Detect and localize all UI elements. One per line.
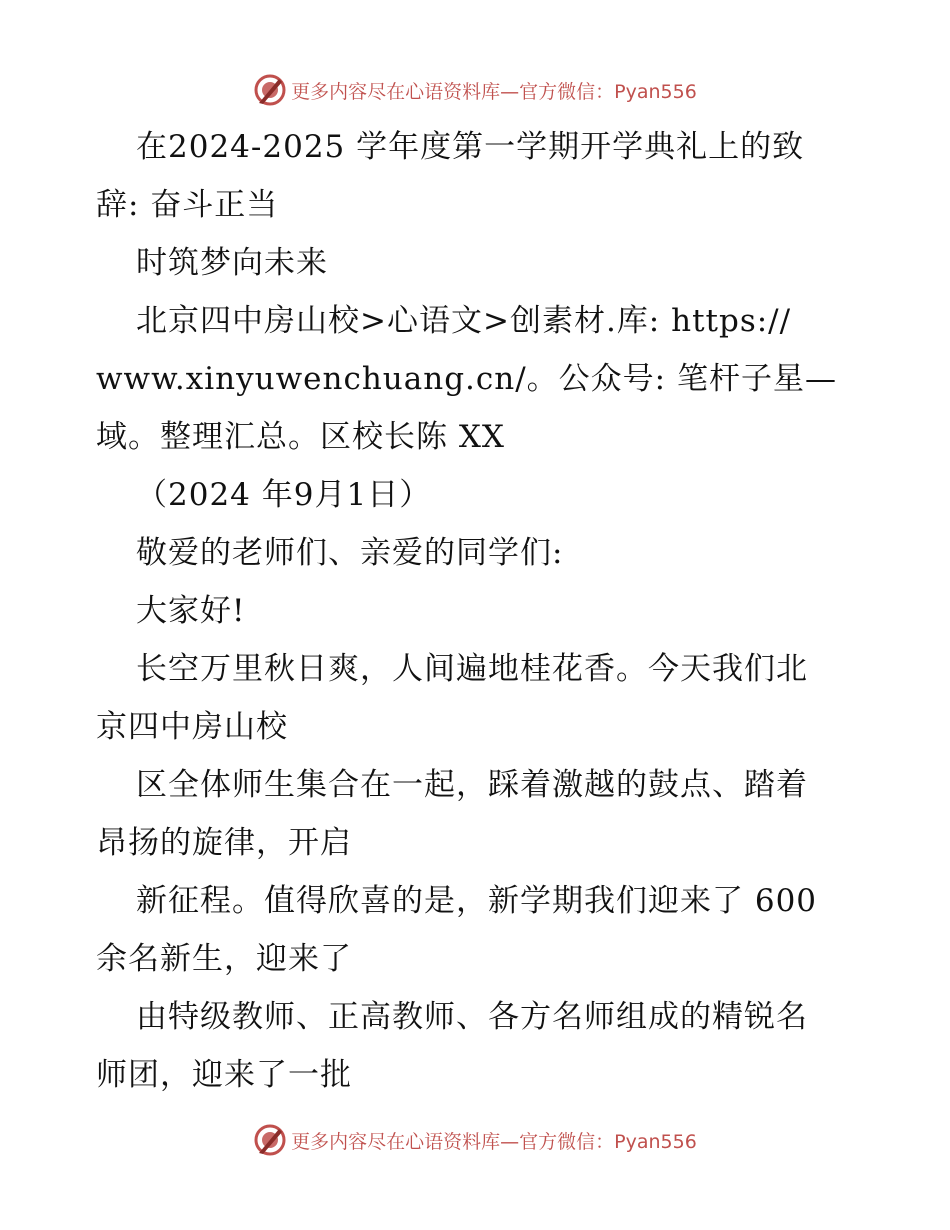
text-line: 师团，迎来了一批 (96, 1057, 352, 1093)
text-line: 京四中房山校 (96, 709, 288, 745)
text-line: 敬爱的老师们、亲爱的同学们: (136, 535, 564, 571)
footer-banner-text: 更多内容尽在心语资料库—官方微信：Pyan556 (291, 1130, 697, 1153)
text-line: 时筑梦向未来 (136, 245, 328, 281)
quill-pen-logo-icon (253, 73, 287, 107)
text-line: 在2024-2025 学年度第一学期开学典礼上的致 (136, 129, 805, 165)
text-line: 昂扬的旋律，开启 (96, 825, 352, 861)
text-line: 由特级教师、正高教师、各方名师组成的精锐名 (136, 999, 808, 1035)
text-line: 区全体师生集合在一起，踩着激越的鼓点、踏着 (136, 767, 808, 803)
text-line: www.xinyuwenchuang.cn/。公众号: 笔杆子星— (96, 361, 837, 397)
document-body (96, 118, 856, 1104)
text-line: （2024 年9月1日） (136, 477, 432, 513)
text-line: 新征程。值得欣喜的是，新学期我们迎来了 600 (136, 883, 818, 919)
text-line: 余名新生，迎来了 (96, 941, 352, 977)
quill-pen-logo-icon (253, 1123, 287, 1157)
header-banner-text: 更多内容尽在心语资料库—官方微信：Pyan556 (291, 80, 697, 103)
text-line: 域。整理汇总。区校长陈 XX (96, 419, 505, 455)
text-line: 长空万里秋日爽，人间遍地桂花香。今天我们北 (136, 651, 808, 687)
text-line: 大家好! (136, 593, 246, 629)
footer-watermark-banner (0, 1120, 950, 1160)
header-watermark-banner (0, 70, 950, 110)
text-line: 北京四中房山校>心语文>创素材.库: https:// (136, 303, 792, 339)
text-line: 辞: 奋斗正当 (96, 187, 279, 223)
